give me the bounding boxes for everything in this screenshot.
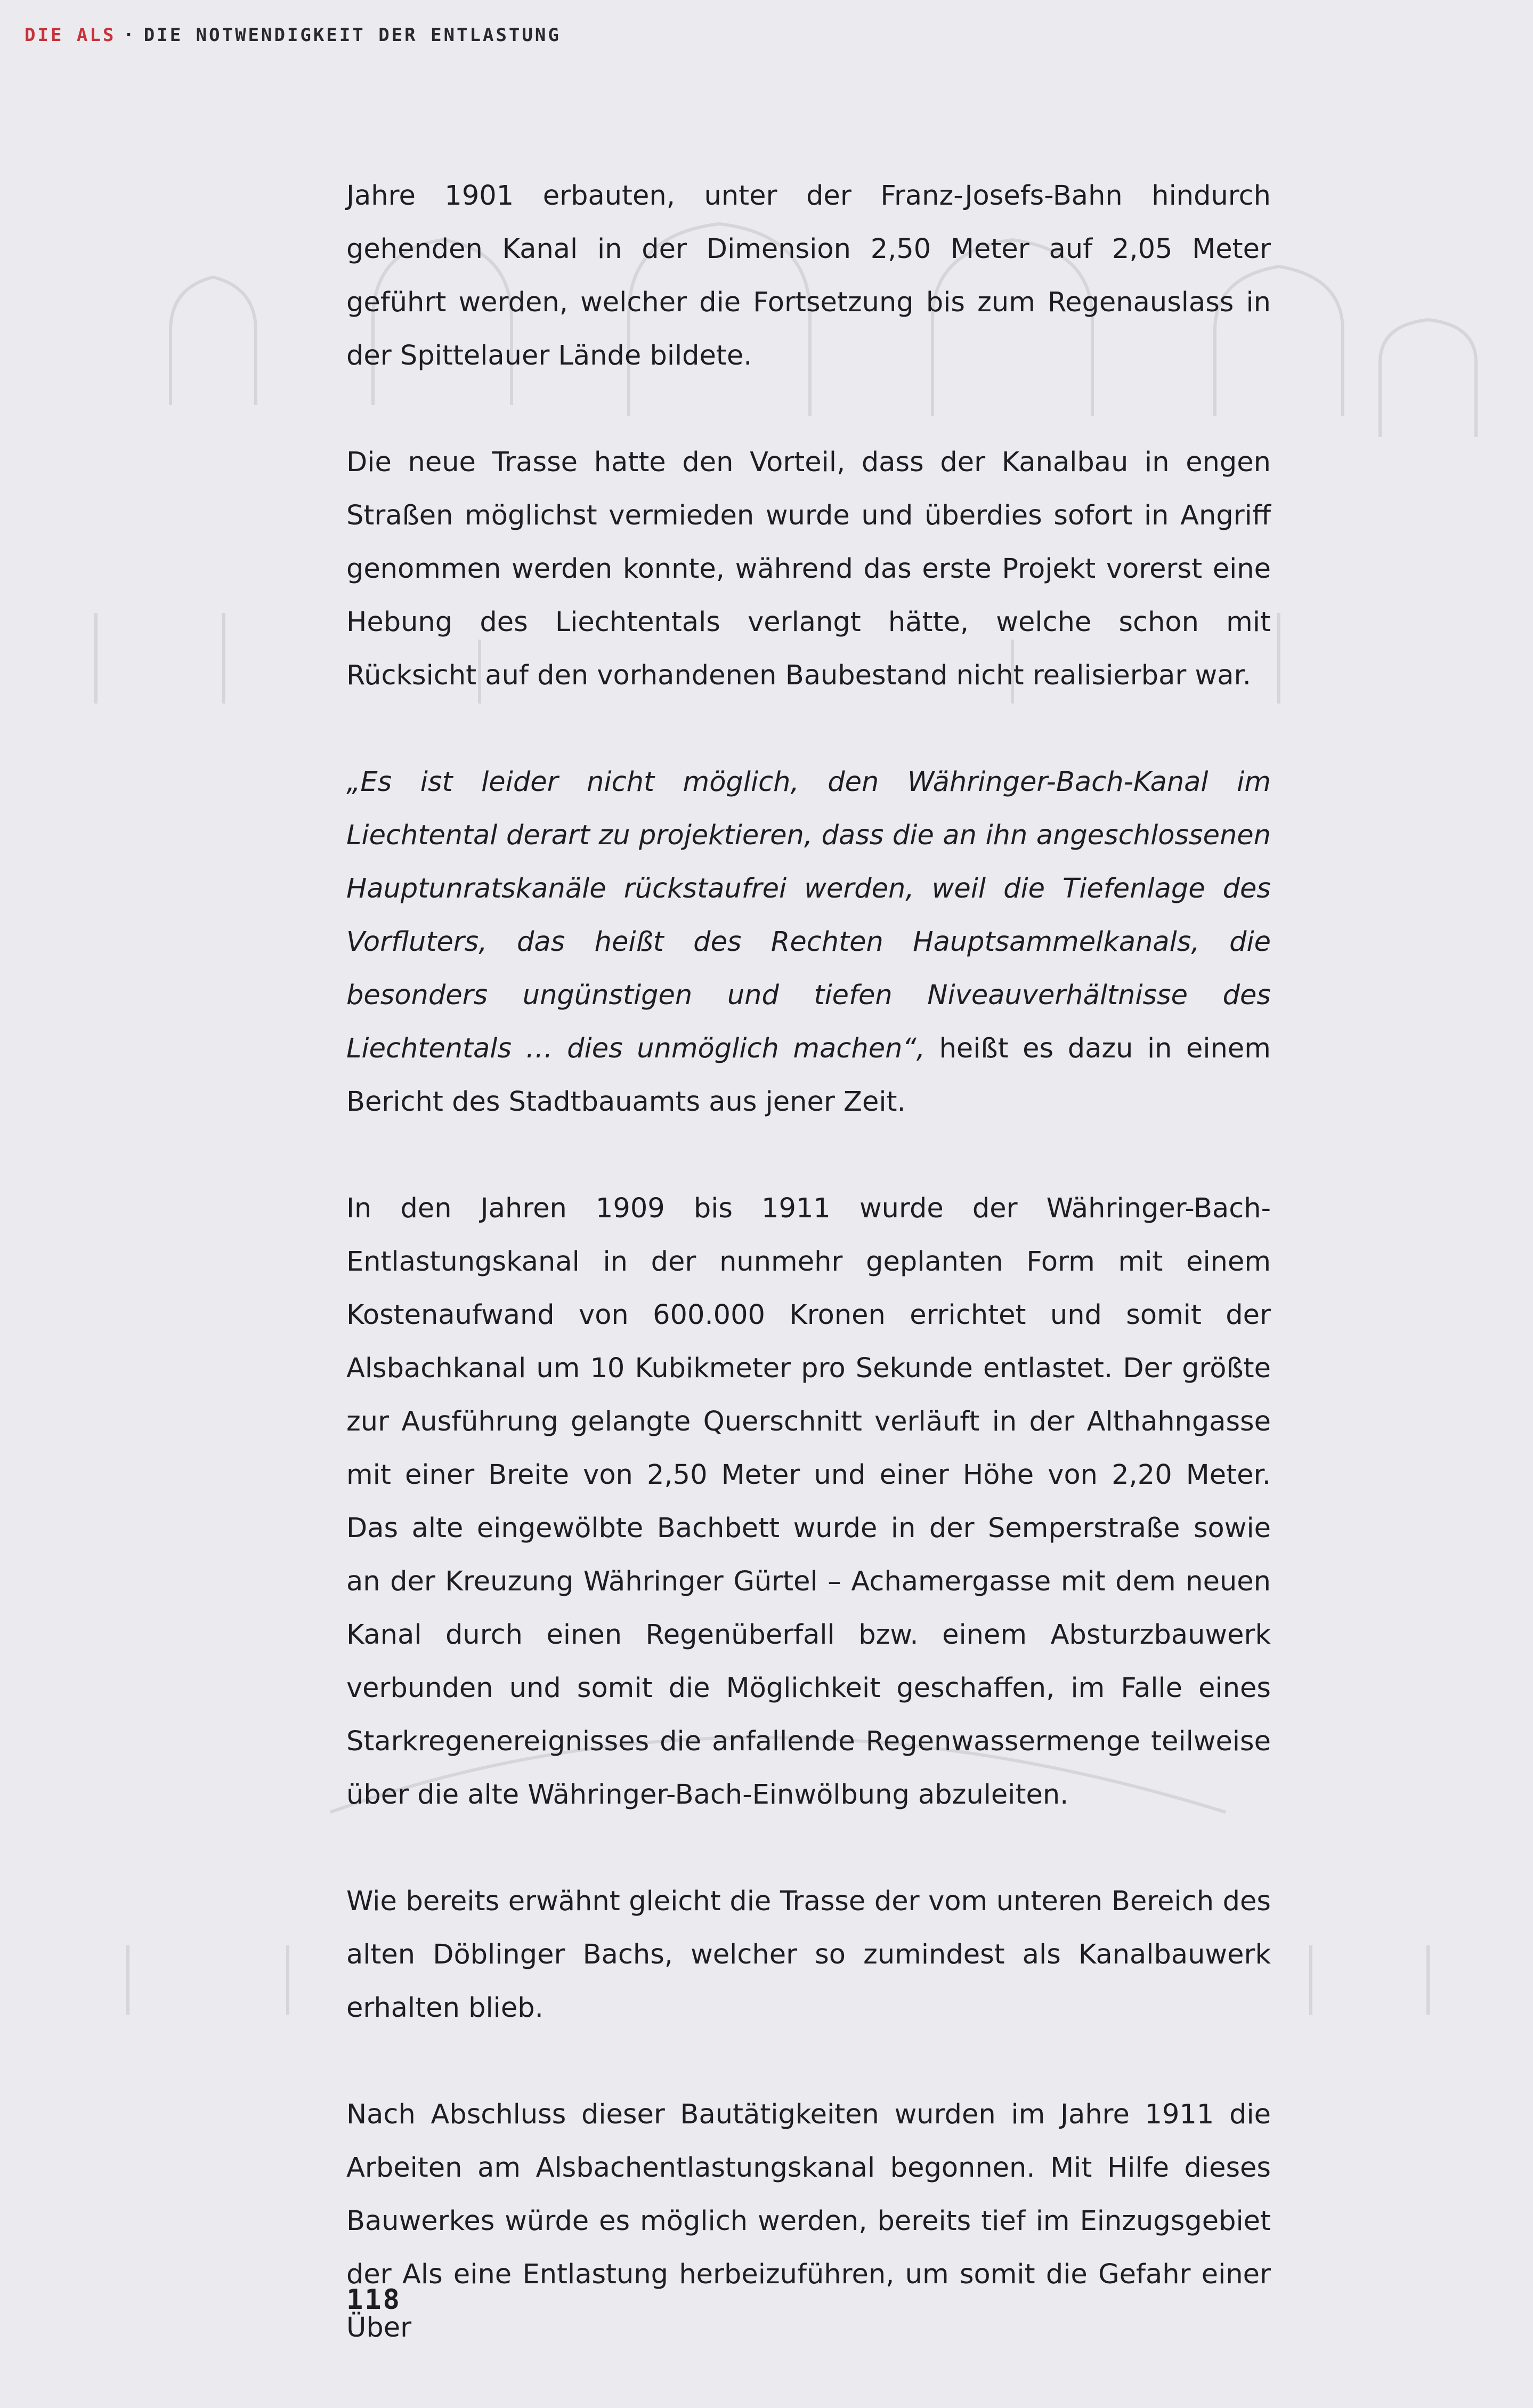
paragraph-1: Jahre 1901 erbauten, unter der Franz-Josefs-Bahn hindurch gehenden Kanal in der Dimension 2,50 Meter auf 2,05 Meter geführt werden, welcher die Fortsetzung bis zum Regenauslass in der Spittelauer Lände bildete. <box>346 180 1271 371</box>
paragraph-4: In den Jahren 1909 bis 1911 wurde der Währinger-Bach-Entlastungskanal in der nunmehr geplanten Form mit einem Kostenaufwand von 600.000 Kronen errichtet und somit der Alsbachkanal um 10 Kubikmeter pro Sekunde entlastet. Der größte zur Ausführung gelangte Querschnitt verläuft in der Althahngasse mit einer Breite von 2,50 Meter und einer Höhe von 2,20 Meter. Das alte eingewölbte Bachbett wurde in der Semperstraße sowie an der Kreuzung Währinger Gürtel – Achamergasse mit dem neuen Kanal durch einen Regenüberfall bzw. einem Absturzbauwerk verbunden und somit die Möglichkeit geschaffen, im Falle eines Starkregenereignisses die anfallende Regenwassermenge teilweise über die alte Währinger-Bach-Einwölbung abzuleiten. <box>346 1193 1271 1811</box>
paragraph-6: Nach Abschluss dieser Bautätigkeiten wurden im Jahre 1911 die Arbeiten am Alsbachentlastungskanal begonnen. Mit Hilfe dieses Bauwerkes würde es möglich werden, bereits tief im Einzugsgebiet der Als eine Entlastung herbeizuführen, um somit die Gefahr einer Über <box>346 2099 1271 2344</box>
running-head <box>25 25 561 46</box>
quote-attribution: heißt es dazu in einem Bericht des Stadtbauamts aus jener Zeit. <box>346 1033 1271 1118</box>
page-number: 118 <box>346 2284 401 2316</box>
body-text <box>346 169 1271 2408</box>
paragraph-2: Die neue Trasse hatte den Vorteil, dass der Kanalbau in engen Straßen möglichst vermieden wurde und überdies sofort in Angriff genommen werden konnte, während das erste Projekt vorerst eine Hebung des Liechtentals verlangt hätte, welche schon mit Rücksicht auf den vorhandenen Baubestand nicht realisierbar war. <box>346 447 1271 691</box>
running-head-section: DIE ALS <box>25 25 116 46</box>
running-head-title: DIE NOTWENDIGKEIT DER ENTLASTUNG <box>143 25 561 46</box>
quote-paragraph <box>346 756 1271 1129</box>
running-head-separator: · <box>123 25 136 46</box>
paragraph-5: Wie bereits erwähnt gleicht die Trasse der vom unteren Bereich des alten Döblinger Bachs, welcher so zumindest als Kanalbauwerk erhalten blieb. <box>346 1886 1271 2024</box>
quote-text: „Es ist leider nicht möglich, den Währinger-Bach-Kanal im Liechtental derart zu projektieren, dass die an ihn angeschlossenen Hauptunratskanäle rückstaufrei werden, weil die Tiefenlage des Vorfluters, das heißt des Rechten Hauptsammelkanals, die besonders ungünstigen und tiefen Niveauverhältnisse des Liechtentals … dies unmöglich machen“, <box>346 766 1271 1064</box>
